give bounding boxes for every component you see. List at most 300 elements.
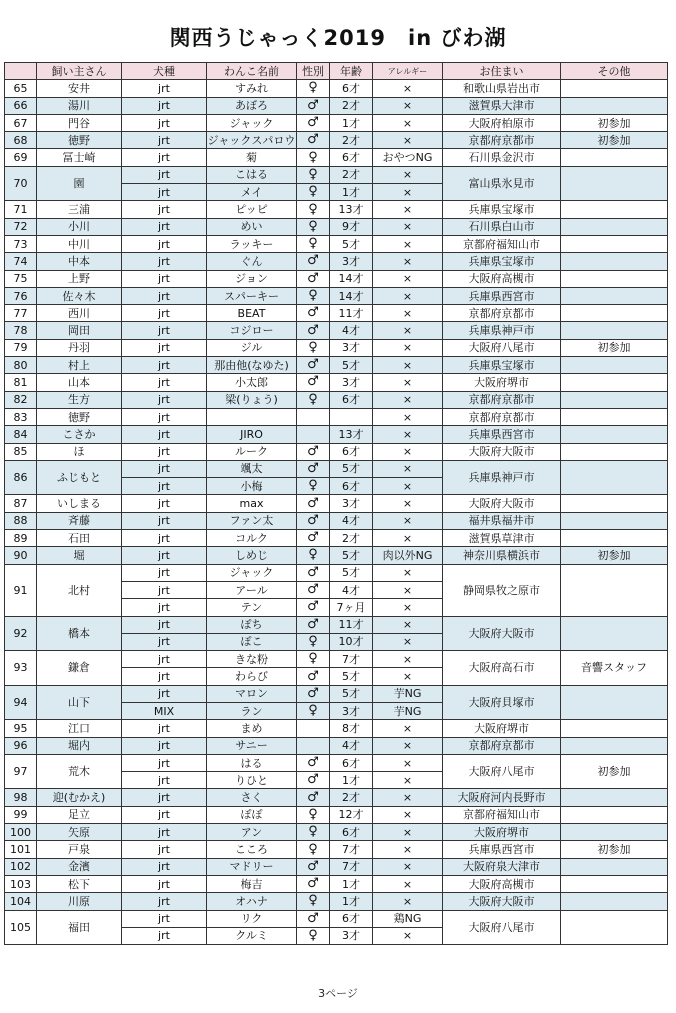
dog-breed: jrt (122, 235, 207, 252)
dog-breed: jrt (122, 564, 207, 581)
other-note (561, 737, 668, 754)
dog-breed: jrt (122, 581, 207, 598)
page-title: 関西うじゃっく2019 in びわ湖 (169, 26, 507, 50)
owner-home: 石川県白山市 (443, 218, 561, 235)
dog-allergy: × (373, 789, 443, 806)
entry-number: 103 (5, 875, 37, 892)
dog-breed: jrt (122, 132, 207, 149)
dog-age: 1才 (330, 772, 373, 789)
owner-home: 京都府京都市 (443, 305, 561, 322)
table-row (5, 80, 668, 97)
header-allergy: アレルギー (373, 63, 443, 80)
entry-number: 66 (5, 97, 37, 114)
dog-age: 14才 (330, 287, 373, 304)
dog-breed: jrt (122, 789, 207, 806)
other-note (561, 80, 668, 97)
owner-name: 堀 (37, 547, 122, 564)
owner-home: 大阪府河内長野市 (443, 789, 561, 806)
dog-age (330, 408, 373, 425)
entry-number: 92 (5, 616, 37, 651)
owner-name: 冨士崎 (37, 149, 122, 166)
table-row (5, 910, 668, 927)
entry-number: 83 (5, 408, 37, 425)
dog-age: 5才 (330, 547, 373, 564)
owner-name: 鎌倉 (37, 651, 122, 686)
owner-name: ほ (37, 443, 122, 460)
dog-breed: jrt (122, 737, 207, 754)
dog-allergy: 芋NG (373, 702, 443, 719)
dog-age: 11才 (330, 305, 373, 322)
dog-name: 小梅 (207, 478, 297, 495)
owner-home: 石川県金沢市 (443, 149, 561, 166)
owner-name: 生方 (37, 391, 122, 408)
other-note: 初参加 (561, 547, 668, 564)
other-note (561, 408, 668, 425)
entry-number: 73 (5, 235, 37, 252)
dog-breed: jrt (122, 218, 207, 235)
owner-name: 村上 (37, 357, 122, 374)
owner-name: 戸泉 (37, 841, 122, 858)
other-note (561, 495, 668, 512)
other-note (561, 720, 668, 737)
owner-home: 大阪府高槻市 (443, 875, 561, 892)
table-row (5, 357, 668, 374)
other-note: 初参加 (561, 754, 668, 789)
dog-name: アール (207, 581, 297, 598)
dog-name: わらび (207, 668, 297, 685)
header-owner: 飼い主さん (37, 63, 122, 80)
dog-allergy: × (373, 754, 443, 771)
dog-age: 2才 (330, 789, 373, 806)
owner-home: 京都府福知山市 (443, 806, 561, 823)
dog-sex: ♂ (297, 305, 330, 322)
dog-name: 颯太 (207, 460, 297, 477)
dog-sex: ♀ (297, 927, 330, 944)
dog-age: 2才 (330, 166, 373, 183)
dog-name: めい (207, 218, 297, 235)
header-sex: 性別 (297, 63, 330, 80)
dog-allergy: 肉以外NG (373, 547, 443, 564)
entry-number: 82 (5, 391, 37, 408)
other-note (561, 426, 668, 443)
entry-number: 94 (5, 685, 37, 720)
dog-sex (297, 720, 330, 737)
dog-age: 4才 (330, 737, 373, 754)
dog-age: 7才 (330, 651, 373, 668)
entry-number: 93 (5, 651, 37, 686)
header-home: お住まい (443, 63, 561, 80)
dog-breed: jrt (122, 80, 207, 97)
dog-age: 5才 (330, 357, 373, 374)
dog-name: JIRO (207, 426, 297, 443)
dog-name: コルク (207, 530, 297, 547)
owner-home: 福井県福井市 (443, 512, 561, 529)
other-note (561, 875, 668, 892)
dog-name: さく (207, 789, 297, 806)
other-note (561, 512, 668, 529)
owner-home: 京都府京都市 (443, 408, 561, 425)
dog-allergy: × (373, 184, 443, 201)
table-row (5, 132, 668, 149)
dog-allergy: × (373, 651, 443, 668)
dog-allergy: 芋NG (373, 685, 443, 702)
dog-allergy: × (373, 357, 443, 374)
dog-breed: jrt (122, 720, 207, 737)
dog-sex: ♀ (297, 824, 330, 841)
dog-name: リク (207, 910, 297, 927)
dog-age: 1才 (330, 893, 373, 910)
dog-age: 6才 (330, 391, 373, 408)
dog-breed: jrt (122, 408, 207, 425)
dog-breed: jrt (122, 478, 207, 495)
other-note (561, 235, 668, 252)
dog-age: 5才 (330, 668, 373, 685)
dog-sex: ♂ (297, 253, 330, 270)
other-note (561, 218, 668, 235)
other-note: 初参加 (561, 132, 668, 149)
dog-name: BEAT (207, 305, 297, 322)
owner-name: 園 (37, 166, 122, 201)
dog-sex: ♀ (297, 184, 330, 201)
entry-number: 69 (5, 149, 37, 166)
page-number: 3ページ (318, 987, 358, 1000)
owner-name: 迎(むかえ) (37, 789, 122, 806)
owner-home: 大阪府大阪市 (443, 893, 561, 910)
table-row (5, 530, 668, 547)
dog-sex: ♂ (297, 599, 330, 616)
dog-age: 1才 (330, 184, 373, 201)
dog-allergy: × (373, 495, 443, 512)
table-row (5, 875, 668, 892)
dog-sex (297, 426, 330, 443)
dog-sex: ♂ (297, 564, 330, 581)
dog-sex: ♂ (297, 772, 330, 789)
dog-age: 5才 (330, 460, 373, 477)
dog-breed: jrt (122, 114, 207, 131)
dog-allergy: × (373, 858, 443, 875)
dog-name: 菊 (207, 149, 297, 166)
dog-sex: ♂ (297, 581, 330, 598)
other-note: 音響スタッフ (561, 651, 668, 686)
dog-name: ジョン (207, 270, 297, 287)
dog-breed: jrt (122, 495, 207, 512)
dog-name: ジャックスパロウ (207, 132, 297, 149)
other-note (561, 824, 668, 841)
owner-name: いしまる (37, 495, 122, 512)
dog-age: 4才 (330, 512, 373, 529)
table-row (5, 495, 668, 512)
other-note (561, 391, 668, 408)
entry-number: 85 (5, 443, 37, 460)
owner-name: 湯川 (37, 97, 122, 114)
dog-sex: ♂ (297, 858, 330, 875)
other-note (561, 149, 668, 166)
dog-sex: ♂ (297, 114, 330, 131)
dog-allergy: × (373, 114, 443, 131)
dog-sex: ♂ (297, 512, 330, 529)
header-no (5, 63, 37, 80)
table-row (5, 841, 668, 858)
dog-sex: ♀ (297, 547, 330, 564)
dog-sex: ♀ (297, 651, 330, 668)
owner-name: ふじもと (37, 460, 122, 495)
owner-name: 徳野 (37, 132, 122, 149)
table-row (5, 149, 668, 166)
dog-age: 2才 (330, 97, 373, 114)
dog-age: 9才 (330, 218, 373, 235)
table-row (5, 564, 668, 581)
owner-name: 矢原 (37, 824, 122, 841)
dog-breed: jrt (122, 616, 207, 633)
header-dog-name: わんこ名前 (207, 63, 297, 80)
table-row (5, 547, 668, 564)
dog-breed: jrt (122, 287, 207, 304)
dog-name: メイ (207, 184, 297, 201)
owner-home: 大阪府大阪市 (443, 616, 561, 651)
table-row (5, 305, 668, 322)
table-row (5, 426, 668, 443)
dog-name: コジロー (207, 322, 297, 339)
dog-allergy: × (373, 460, 443, 477)
other-note (561, 253, 668, 270)
dog-allergy: × (373, 875, 443, 892)
dog-sex: ♂ (297, 374, 330, 391)
table-row (5, 218, 668, 235)
dog-breed: jrt (122, 547, 207, 564)
dog-sex: ♀ (297, 633, 330, 650)
dog-allergy: × (373, 132, 443, 149)
dog-age: 1才 (330, 114, 373, 131)
dog-name: ぽち (207, 616, 297, 633)
dog-name: テン (207, 599, 297, 616)
entry-number: 100 (5, 824, 37, 841)
dog-breed: jrt (122, 858, 207, 875)
table-row (5, 858, 668, 875)
owner-name: 徳野 (37, 408, 122, 425)
dog-allergy: × (373, 633, 443, 650)
dog-sex: ♂ (297, 616, 330, 633)
dog-name: しめじ (207, 547, 297, 564)
dog-sex: ♀ (297, 391, 330, 408)
other-note (561, 460, 668, 495)
table-row (5, 616, 668, 633)
dog-age: 7才 (330, 841, 373, 858)
dog-age: 6才 (330, 478, 373, 495)
dog-age: 8才 (330, 720, 373, 737)
dog-sex: ♀ (297, 806, 330, 823)
dog-age: 7才 (330, 858, 373, 875)
owner-name: 門谷 (37, 114, 122, 131)
header-age: 年齢 (330, 63, 373, 80)
dog-age: 2才 (330, 132, 373, 149)
dog-age: 10才 (330, 633, 373, 650)
entry-number: 99 (5, 806, 37, 823)
table-row (5, 166, 668, 183)
table-row (5, 443, 668, 460)
owner-name: 福田 (37, 910, 122, 945)
table-row (5, 97, 668, 114)
owner-home: 富山県氷見市 (443, 166, 561, 201)
dog-allergy: × (373, 720, 443, 737)
dog-breed: jrt (122, 599, 207, 616)
dog-name: ジル (207, 339, 297, 356)
entry-number: 76 (5, 287, 37, 304)
dog-allergy: × (373, 80, 443, 97)
dog-name: まめ (207, 720, 297, 737)
owner-home: 兵庫県宝塚市 (443, 201, 561, 218)
dog-name: アン (207, 824, 297, 841)
entry-number: 84 (5, 426, 37, 443)
dog-sex: ♀ (297, 166, 330, 183)
dog-name: ファン太 (207, 512, 297, 529)
dog-breed: jrt (122, 391, 207, 408)
other-note (561, 357, 668, 374)
other-note (561, 287, 668, 304)
dog-breed: jrt (122, 512, 207, 529)
other-note: 初参加 (561, 339, 668, 356)
header-row (5, 63, 668, 80)
dog-breed: MIX (122, 702, 207, 719)
dog-age: 12才 (330, 806, 373, 823)
table-row (5, 806, 668, 823)
owner-name: 上野 (37, 270, 122, 287)
participant-table (4, 62, 668, 945)
dog-name: 梅吉 (207, 875, 297, 892)
entry-number: 102 (5, 858, 37, 875)
owner-name: 中川 (37, 235, 122, 252)
dog-breed: jrt (122, 426, 207, 443)
dog-allergy: × (373, 478, 443, 495)
table-row (5, 789, 668, 806)
header-breed: 犬種 (122, 63, 207, 80)
entry-number: 105 (5, 910, 37, 945)
dog-sex: ♀ (297, 218, 330, 235)
dog-name: はる (207, 754, 297, 771)
table-row (5, 651, 668, 668)
dog-allergy: × (373, 426, 443, 443)
owner-home: 兵庫県神戸市 (443, 460, 561, 495)
table-row (5, 287, 668, 304)
owner-home: 大阪府泉大津市 (443, 858, 561, 875)
dog-name: クルミ (207, 927, 297, 944)
dog-name: ラッキー (207, 235, 297, 252)
dog-allergy: × (373, 201, 443, 218)
owner-home: 京都府京都市 (443, 132, 561, 149)
entry-number: 72 (5, 218, 37, 235)
dog-breed: jrt (122, 806, 207, 823)
entry-number: 91 (5, 564, 37, 616)
owner-name: 斉藤 (37, 512, 122, 529)
dog-age: 3才 (330, 374, 373, 391)
entry-number: 97 (5, 754, 37, 789)
dog-name: ぽこ (207, 633, 297, 650)
owner-home: 兵庫県宝塚市 (443, 357, 561, 374)
entry-number: 89 (5, 530, 37, 547)
dog-sex: ♀ (297, 235, 330, 252)
dog-sex (297, 737, 330, 754)
owner-home: 大阪府高石市 (443, 651, 561, 686)
entry-number: 88 (5, 512, 37, 529)
dog-breed: jrt (122, 253, 207, 270)
other-note (561, 806, 668, 823)
owner-home: 大阪府堺市 (443, 374, 561, 391)
table-row (5, 374, 668, 391)
dog-breed: jrt (122, 651, 207, 668)
dog-allergy: × (373, 305, 443, 322)
dog-allergy: × (373, 530, 443, 547)
dog-name: サニー (207, 737, 297, 754)
dog-sex: ♂ (297, 270, 330, 287)
other-note (561, 322, 668, 339)
table-row (5, 685, 668, 702)
dog-age: 13才 (330, 201, 373, 218)
dog-age: 2才 (330, 530, 373, 547)
dog-sex: ♀ (297, 201, 330, 218)
dog-allergy: おやつNG (373, 149, 443, 166)
dog-name: ぽぽ (207, 806, 297, 823)
owner-home: 大阪府堺市 (443, 824, 561, 841)
dog-allergy: × (373, 772, 443, 789)
table-row (5, 754, 668, 771)
dog-breed: jrt (122, 184, 207, 201)
owner-home: 大阪府大阪市 (443, 495, 561, 512)
owner-name: 小川 (37, 218, 122, 235)
dog-allergy: × (373, 339, 443, 356)
dog-breed: jrt (122, 754, 207, 771)
owner-home: 大阪府高槻市 (443, 270, 561, 287)
entry-number: 96 (5, 737, 37, 754)
dog-breed: jrt (122, 530, 207, 547)
owner-home: 京都府京都市 (443, 391, 561, 408)
dog-breed: jrt (122, 668, 207, 685)
dog-allergy: × (373, 443, 443, 460)
dog-breed: jrt (122, 305, 207, 322)
entry-number: 101 (5, 841, 37, 858)
table-row (5, 322, 668, 339)
other-note (561, 374, 668, 391)
table-row (5, 720, 668, 737)
other-note (561, 443, 668, 460)
dog-breed: jrt (122, 166, 207, 183)
dog-sex: ♂ (297, 910, 330, 927)
dog-breed: jrt (122, 633, 207, 650)
dog-allergy: × (373, 616, 443, 633)
dog-age: 6才 (330, 754, 373, 771)
dog-name: オハナ (207, 893, 297, 910)
table-row (5, 270, 668, 287)
dog-breed: jrt (122, 443, 207, 460)
owner-name: 安井 (37, 80, 122, 97)
dog-breed: jrt (122, 374, 207, 391)
dog-name: 那由他(なゆた) (207, 357, 297, 374)
other-note (561, 858, 668, 875)
dog-allergy: × (373, 408, 443, 425)
owner-home: 大阪府八尾市 (443, 910, 561, 945)
dog-breed: jrt (122, 97, 207, 114)
owner-name: 岡田 (37, 322, 122, 339)
table-row (5, 460, 668, 477)
entry-number: 77 (5, 305, 37, 322)
other-note (561, 893, 668, 910)
owner-home: 京都府福知山市 (443, 235, 561, 252)
entry-number: 104 (5, 893, 37, 910)
dog-breed: jrt (122, 270, 207, 287)
entry-number: 90 (5, 547, 37, 564)
dog-breed: jrt (122, 357, 207, 374)
dog-breed: jrt (122, 460, 207, 477)
dog-sex: ♀ (297, 841, 330, 858)
dog-breed: jrt (122, 824, 207, 841)
